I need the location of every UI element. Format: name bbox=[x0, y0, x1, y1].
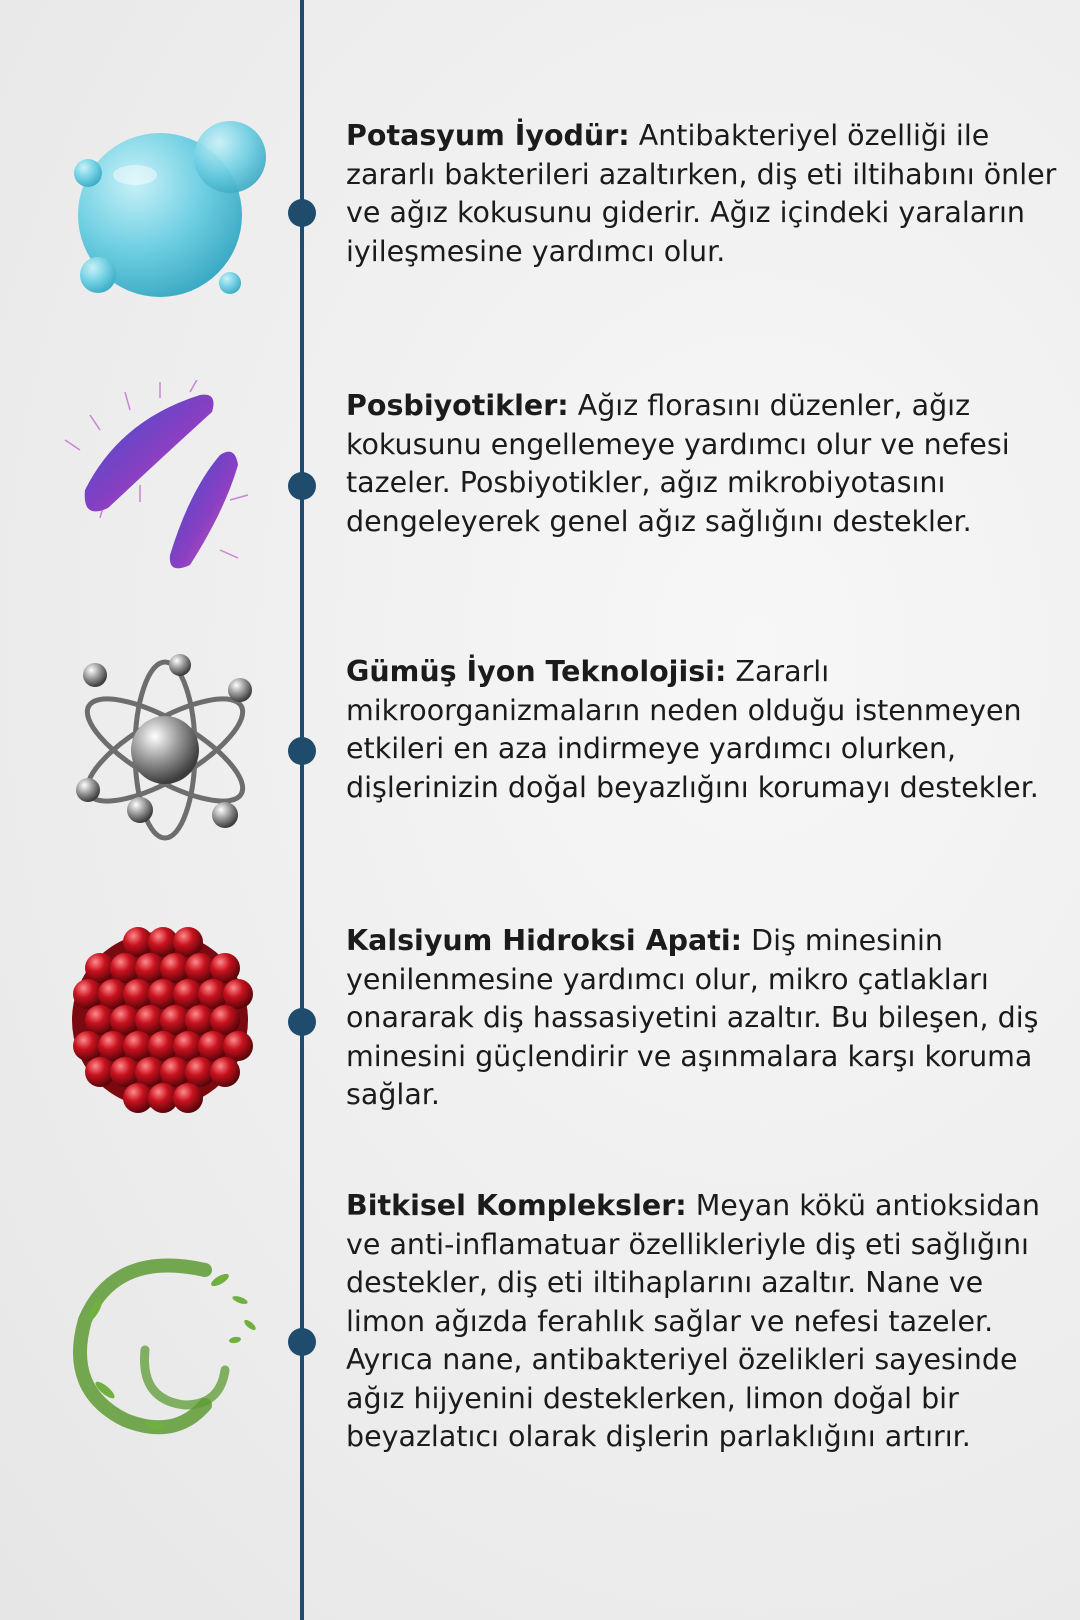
item-potasyum-iyodur bbox=[346, 117, 1066, 271]
item-description: Zararlı mikroorganizmaların neden olduğu istenmeyen etkileri en aza indirmeye yardımcı olurken, dişlerinizin doğal beyazlığını korumayı destekler. bbox=[346, 655, 1039, 804]
item-term: Gümüş İyon Teknolojisi: bbox=[346, 655, 727, 688]
item-bitkisel-kompleksler bbox=[346, 1187, 1066, 1457]
item-term: Kalsiyum Hidroksi Apati: bbox=[346, 924, 743, 957]
timeline-dot bbox=[288, 199, 316, 227]
item-term: Bitkisel Kompleksler: bbox=[346, 1189, 687, 1222]
timeline-dot bbox=[288, 737, 316, 765]
bacteria-icon bbox=[60, 380, 270, 580]
red-sphere-cluster-icon bbox=[60, 920, 270, 1120]
item-gumus-iyon bbox=[346, 653, 1066, 807]
timeline-dot bbox=[288, 472, 316, 500]
item-description: Antibakteriyel özelliği ile zararlı bakterileri azaltırken, diş eti iltihabını önler ve ağız kokusunu giderir. Ağız içindeki yaraların iyileşmesine yardımcı olur. bbox=[346, 119, 1057, 268]
timeline-dot bbox=[288, 1328, 316, 1356]
timeline-line bbox=[300, 0, 304, 1620]
item-posbiyotikler bbox=[346, 387, 1066, 541]
item-term: Posbiyotikler: bbox=[346, 389, 569, 422]
item-description: Diş minesinin yenilenmesine yardımcı olur, mikro çatlakları onararak diş hassasiyetini azaltır. Bu bileşen, diş minesini güçlendirir ve aşınmalara karşı koruma sağlar. bbox=[346, 924, 1039, 1111]
item-description: Ağız florasını düzenler, ağız kokusunu engellemeye yardımcı olur ve nefesi tazeler. Posbiyotikler, ağız mikrobiyotasını dengeleyerek genel ağız sağlığını destekler. bbox=[346, 389, 1010, 538]
leaf-swirl-icon bbox=[55, 1240, 265, 1440]
item-kalsiyum-hidroksi-apati bbox=[346, 922, 1066, 1115]
silver-atom-icon bbox=[60, 650, 270, 850]
item-term: Potasyum İyodür: bbox=[346, 119, 630, 152]
timeline-dot bbox=[288, 1008, 316, 1036]
item-description: Meyan kökü antioksidan ve anti-inflamatuar özellikleriyle diş eti sağlığını destekler, diş eti iltihaplarını azaltır. Nane ve limon ağızda ferahlık sağlar ve nefesi tazeler. Ayrıca nane, antibakteriyel özelikleri sayesinde ağız hijyenini desteklerken, limon doğal bir beyazlatıcı olarak dişlerin parlaklığını artırır. bbox=[346, 1189, 1040, 1453]
bubble-molecule-icon bbox=[60, 115, 270, 315]
